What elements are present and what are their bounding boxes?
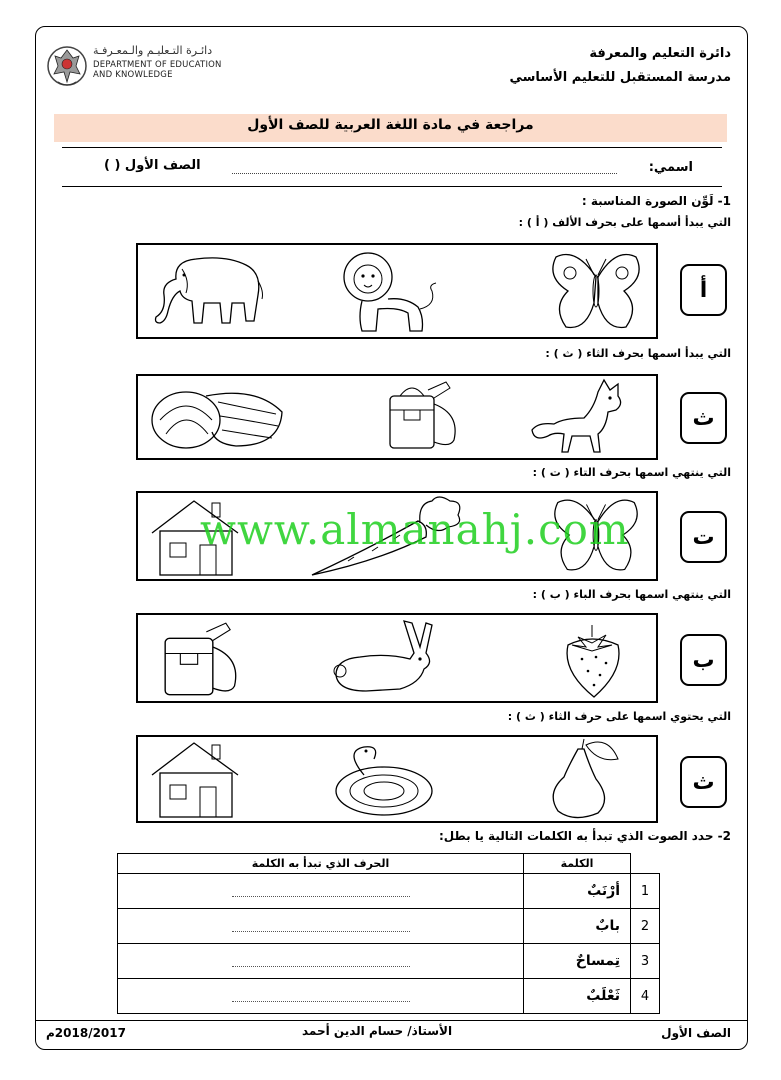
watermelon-picture[interactable] [146,382,286,454]
row-number: 3 [631,944,660,979]
house-picture[interactable] [146,739,246,821]
row-1-instruction: التي يبدأ أسمها على بحرف الألف ( أ ) : [518,216,731,229]
header-school: مدرسة المستقبل للتعليم الأساسي [509,70,731,85]
letter-box: ث [680,392,727,444]
answer-cell[interactable] [118,979,524,1014]
answer-line[interactable] [232,952,410,967]
answer-cell[interactable] [118,944,524,979]
row-4-instruction: التي ينتهي اسمها بحرف الباء ( ب ) : [532,588,731,601]
department-name-arabic: دائـرة التـعليـم والـمعـرفـة [93,44,213,57]
footer-teacher: الأستاذ/ حسام الدين أحمد [302,1024,453,1038]
department-name-english-line1: DEPARTMENT OF EDUCATION [93,60,222,70]
row-1-picture-box [136,243,658,339]
row-4-picture-box [136,613,658,703]
table-header-row [118,854,660,874]
row-number: 4 [631,979,660,1014]
question-2-heading: 2- حدد الصوت الذي تبدأ به الكلمات التالية يا بطل: [438,829,731,843]
answer-cell[interactable] [118,909,524,944]
table-row [118,909,660,944]
footer-divider [36,1020,747,1021]
table-row [118,874,660,909]
name-field[interactable] [232,173,617,174]
answer-line[interactable] [232,917,410,932]
department-name-english-line2: AND KNOWLEDGE [93,70,173,80]
name-label: اسمي: [648,160,693,175]
letter-box: ث [680,756,727,808]
table-row [118,944,660,979]
column-header-letter: الحرف الذي تبدأ به الكلمة [118,854,524,874]
header-department: دائرة التعليم والمعرفة [589,46,731,61]
letter-box: ب [680,634,727,686]
butterfly-picture[interactable] [546,247,646,337]
word-cell: أرْنَبٌ [524,874,631,909]
row-3-instruction: التي ينتهي اسمها بحرف التاء ( ت ) : [532,466,731,479]
row-number: 2 [631,909,660,944]
row-5-instruction: التي يحتوي اسمها على حرف الثاء ( ث ) : [507,710,731,723]
snake-picture[interactable] [324,741,444,819]
table-row [118,979,660,1014]
rabbit-picture[interactable] [330,619,440,699]
falcon-emblem-icon [46,42,88,90]
elephant-picture[interactable] [146,251,266,333]
row-5-picture-box [136,735,658,823]
answer-line[interactable] [232,987,410,1002]
school-bag-picture[interactable] [384,380,464,452]
school-bag-picture[interactable] [152,621,252,699]
answer-line[interactable] [232,882,410,897]
column-header-word: الكلمة [524,854,631,874]
row-2-instruction: التي يبدأ اسمها بحرف الثاء ( ث ) : [545,347,731,360]
answer-cell[interactable] [118,874,524,909]
footer-year: 2018/2017م [46,1026,126,1040]
lion-picture[interactable] [328,247,448,335]
class-label: الصف الأول ( ) [104,158,201,173]
pear-picture[interactable] [538,737,638,821]
divider [62,147,722,148]
word-cell: بابٌ [524,909,631,944]
row-2-picture-box [136,374,658,460]
fox-picture[interactable] [528,378,638,456]
footer-grade: الصف الأول [661,1026,731,1040]
question-1-heading: 1- لَوِّن الصورة المناسبة : [581,194,731,208]
watermark: www.almanahj.com [200,505,630,554]
divider [62,186,722,187]
word-cell: ثَعْلَبٌ [524,979,631,1014]
row-number: 1 [631,874,660,909]
letter-box: أ [680,264,727,316]
words-table [117,853,660,1014]
strawberry-picture[interactable] [558,621,628,699]
letter-box: ت [680,511,727,563]
word-cell: تِمساحٌ [524,944,631,979]
page-title: مراجعة في مادة اللغة العربية للصف الأول [247,117,534,133]
